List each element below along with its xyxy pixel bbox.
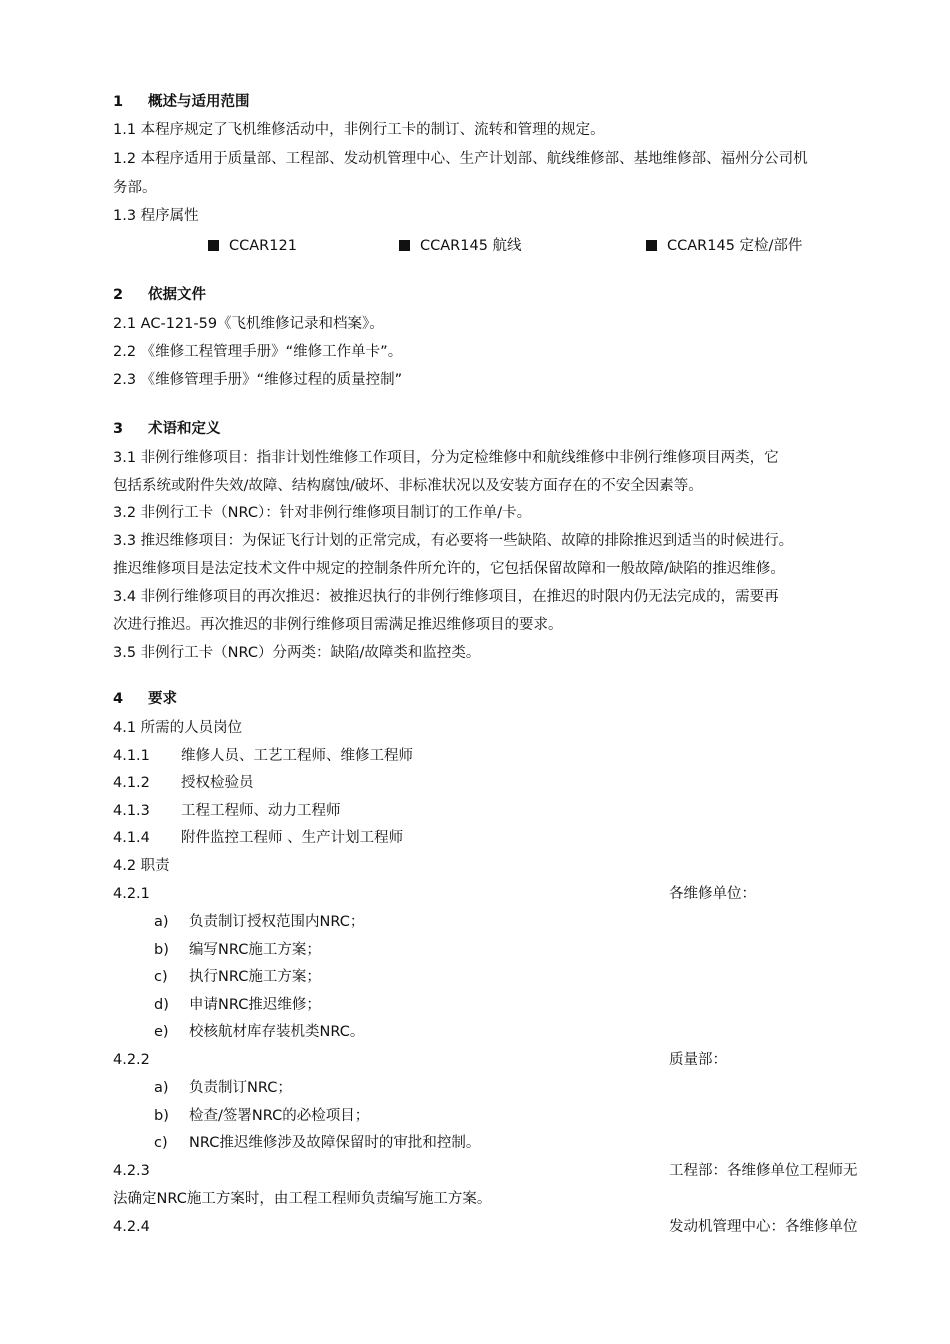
para-4-1: 4.1 所需的人员岗位: [113, 720, 243, 736]
para-3-3-line2: 推迟维修项目是法定技术文件中规定的控制条件所允许的，它包括保留故障和一般故障/缺陷的推迟维修。: [113, 561, 785, 577]
para-3-4-line1: 3.4 非例行维修项目的再次推迟：被推迟执行的非例行维修项目，在推迟的时限内仍无法完成的，需要再: [113, 589, 779, 605]
attribute-ccar145-line: CCAR145 航线: [399, 236, 522, 256]
section-3-heading: 3 术语和定义: [113, 421, 221, 437]
para-2-3: 2.3 《维修管理手册》“维修过程的质量控制”: [113, 372, 403, 388]
list-item: d) 申请NRC推迟维修；: [154, 997, 321, 1013]
duty-4-2-3-continuation: 法确定NRC施工方案时，由工程工程师负责编写施工方案。: [113, 1191, 492, 1207]
list-item: a) 负责制订授权范围内NRC；: [154, 914, 365, 930]
para-1-3: 1.3 程序属性: [113, 208, 199, 224]
duty-4-2-2-number: 4.2.2: [113, 1052, 150, 1068]
list-item: b) 检查/签署NRC的必检项目；: [154, 1108, 370, 1124]
role-item: 4.1.4 附件监控工程师 、生产计划工程师: [113, 830, 404, 846]
role-item: 4.1.3 工程工程师、动力工程师: [113, 803, 341, 819]
list-item: c) NRC推迟维修涉及故障保留时的审批和控制。: [154, 1135, 481, 1151]
duty-4-2-1-number: 4.2.1: [113, 886, 150, 902]
square-bullet-icon: [646, 240, 657, 251]
para-3-4-line2: 次进行推迟。再次推迟的非例行维修项目需满足推迟维修项目的要求。: [113, 617, 563, 633]
para-3-1-line1: 3.1 非例行维修项目：指非计划性维修工作项目，分为定检维修中和航线维修中非例行维修项目两类，它: [113, 450, 779, 466]
section-2-heading: 2 依据文件: [113, 287, 206, 303]
para-2-1: 2.1 AC-121-59《飞机维修记录和档案》。: [113, 316, 384, 332]
para-2-2: 2.2 《维修工程管理手册》“维修工作单卡”。: [113, 344, 403, 360]
square-bullet-icon: [399, 240, 410, 251]
square-bullet-icon: [208, 240, 219, 251]
section-4-heading: 4 要求: [113, 691, 177, 707]
para-3-5: 3.5 非例行工卡（NRC）分两类：缺陷/故障类和监控类。: [113, 645, 481, 661]
list-item: b) 编写NRC施工方案；: [154, 942, 321, 958]
duty-4-2-3-unit: 工程部：各维修单位工程师无: [669, 1163, 858, 1179]
list-item: e) 校核航材库存装机类NRC。: [154, 1024, 365, 1040]
attribute-ccar121: CCAR121: [208, 236, 297, 256]
para-3-1-line2: 包括系统或附件失效/故障、结构腐蚀/破坏、非标准状况以及安装方面存在的不安全因素等。: [113, 478, 703, 494]
para-4-2: 4.2 职责: [113, 858, 170, 874]
list-item: a) 负责制订NRC；: [154, 1080, 292, 1096]
role-item: 4.1.1 维修人员、工艺工程师、维修工程师: [113, 748, 413, 764]
para-1-1: 1.1 本程序规定了飞机维修活动中，非例行工卡的制订、流转和管理的规定。: [113, 122, 605, 138]
section-1-heading: 1 概述与适用范围: [113, 94, 250, 110]
duty-4-2-4-unit: 发动机管理中心：各维修单位: [669, 1219, 858, 1235]
list-item: c) 执行NRC施工方案；: [154, 969, 321, 985]
duty-4-2-1-unit: 各维修单位：: [669, 886, 756, 902]
para-1-2-line2: 务部。: [113, 180, 157, 196]
role-item: 4.1.2 授权检验员: [113, 775, 254, 791]
duty-4-2-4-number: 4.2.4: [113, 1219, 150, 1235]
para-1-2-line1: 1.2 本程序适用于质量部、工程部、发动机管理中心、生产计划部、航线维修部、基地维修部、福州分公司机: [113, 151, 808, 167]
para-3-3-line1: 3.3 推迟维修项目：为保证飞行计划的正常完成，有必要将一些缺陷、故障的排除推迟到适当的时候进行。: [113, 533, 794, 549]
attribute-ccar145-check: CCAR145 定检/部件: [646, 236, 802, 256]
duty-4-2-3-number: 4.2.3: [113, 1163, 150, 1179]
duty-4-2-2-unit: 质量部：: [669, 1052, 727, 1068]
para-3-2: 3.2 非例行工卡（NRC）：针对非例行维修项目制订的工作单/卡。: [113, 505, 532, 521]
